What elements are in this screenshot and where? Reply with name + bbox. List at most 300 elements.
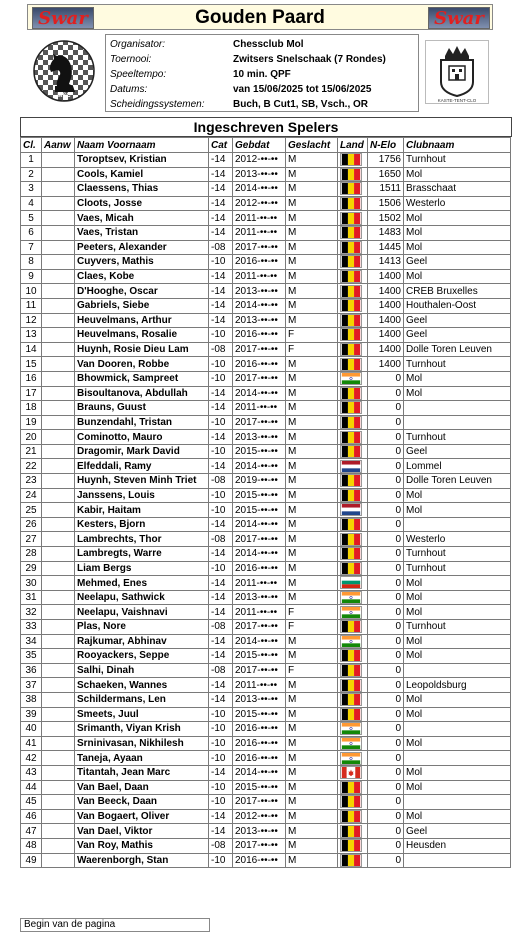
flag-bel-icon xyxy=(340,445,362,458)
flag-ind-icon xyxy=(340,752,362,765)
info-value: van 15/06/2025 tot 15/06/2025 xyxy=(233,84,372,95)
player-gender: M xyxy=(286,561,338,576)
player-birthdate: 2012-••-•• xyxy=(233,153,286,168)
player-gender: M xyxy=(286,809,338,824)
player-country xyxy=(338,225,368,240)
player-name: Kesters, Bjorn xyxy=(75,517,209,532)
player-present xyxy=(42,196,75,211)
player-club: Heusden xyxy=(404,838,511,853)
player-rank: 49 xyxy=(21,853,42,868)
player-country xyxy=(338,415,368,430)
table-row xyxy=(21,211,511,226)
player-category: -10 xyxy=(209,795,233,810)
player-birthdate: 2011-••-•• xyxy=(233,678,286,693)
player-category: -14 xyxy=(209,547,233,562)
flag-bel-icon xyxy=(340,328,362,341)
player-rank: 16 xyxy=(21,371,42,386)
player-club: Mol xyxy=(404,692,511,707)
player-name: Smeets, Juul xyxy=(75,707,209,722)
flag-bel-icon xyxy=(340,533,362,546)
player-elo: 0 xyxy=(368,430,404,445)
player-present xyxy=(42,809,75,824)
table-row xyxy=(21,838,511,853)
player-gender: M xyxy=(286,401,338,416)
table-row xyxy=(21,590,511,605)
flag-can-icon xyxy=(340,766,362,779)
player-club xyxy=(404,517,511,532)
player-elo: 0 xyxy=(368,853,404,868)
player-elo: 0 xyxy=(368,809,404,824)
player-club: Mol xyxy=(404,488,511,503)
player-country xyxy=(338,474,368,489)
table-row xyxy=(21,182,511,197)
flag-bel-icon xyxy=(340,241,362,254)
table-row xyxy=(21,284,511,299)
player-rank: 8 xyxy=(21,255,42,270)
player-present xyxy=(42,153,75,168)
player-birthdate: 2014-••-•• xyxy=(233,298,286,313)
player-birthdate: 2012-••-•• xyxy=(233,809,286,824)
player-gender: M xyxy=(286,824,338,839)
player-elo: 0 xyxy=(368,751,404,766)
player-present xyxy=(42,824,75,839)
player-club: Leopoldsburg xyxy=(404,678,511,693)
flag-ind-icon xyxy=(340,372,362,385)
flag-ind-icon xyxy=(340,591,362,604)
player-rank: 33 xyxy=(21,620,42,635)
player-rank: 7 xyxy=(21,240,42,255)
player-country xyxy=(338,853,368,868)
player-elo: 1400 xyxy=(368,342,404,357)
player-gender: M xyxy=(286,386,338,401)
player-present xyxy=(42,678,75,693)
player-rank: 19 xyxy=(21,415,42,430)
player-elo: 1400 xyxy=(368,313,404,328)
player-category: -14 xyxy=(209,517,233,532)
col-header-club: Clubnaam xyxy=(404,138,511,153)
player-elo: 0 xyxy=(368,371,404,386)
player-gender: M xyxy=(286,153,338,168)
table-row xyxy=(21,809,511,824)
player-country xyxy=(338,663,368,678)
player-club: Houthalen-Oost xyxy=(404,298,511,313)
col-header-aanw: Aanw xyxy=(42,138,75,153)
player-club: CREB Bruxelles xyxy=(404,284,511,299)
player-elo: 0 xyxy=(368,459,404,474)
table-row xyxy=(21,298,511,313)
player-club: Dolle Toren Leuven xyxy=(404,342,511,357)
player-category: -14 xyxy=(209,809,233,824)
player-club: Turnhout xyxy=(404,430,511,445)
player-present xyxy=(42,634,75,649)
player-elo: 1483 xyxy=(368,225,404,240)
player-birthdate: 2017-••-•• xyxy=(233,795,286,810)
col-header-gebdat: Gebdat xyxy=(233,138,286,153)
player-present xyxy=(42,386,75,401)
flag-bel-icon xyxy=(340,401,362,414)
info-label: Datums: xyxy=(110,84,148,95)
table-row xyxy=(21,342,511,357)
flag-ind-icon xyxy=(340,722,362,735)
club-logo-icon xyxy=(33,40,95,102)
table-row xyxy=(21,605,511,620)
player-gender: M xyxy=(286,736,338,751)
player-gender: M xyxy=(286,430,338,445)
info-label: Toernooi: xyxy=(110,54,152,65)
player-gender: M xyxy=(286,838,338,853)
player-present xyxy=(42,415,75,430)
player-country xyxy=(338,357,368,372)
player-category: -14 xyxy=(209,298,233,313)
player-present xyxy=(42,255,75,270)
player-category: -08 xyxy=(209,474,233,489)
player-present xyxy=(42,444,75,459)
player-rank: 9 xyxy=(21,269,42,284)
player-name: Vaes, Micah xyxy=(75,211,209,226)
player-club xyxy=(404,751,511,766)
table-row xyxy=(21,328,511,343)
player-category: -10 xyxy=(209,503,233,518)
player-elo: 0 xyxy=(368,838,404,853)
player-gender: F xyxy=(286,605,338,620)
player-present xyxy=(42,167,75,182)
player-elo: 0 xyxy=(368,824,404,839)
player-name: Srninivasan, Nikhilesh xyxy=(75,736,209,751)
player-name: Van Beeck, Daan xyxy=(75,795,209,810)
flag-ned-icon xyxy=(340,460,362,473)
player-country xyxy=(338,517,368,532)
player-gender: F xyxy=(286,620,338,635)
player-country xyxy=(338,342,368,357)
table-row xyxy=(21,722,511,737)
player-rank: 39 xyxy=(21,707,42,722)
table-row xyxy=(21,415,511,430)
table-row xyxy=(21,620,511,635)
player-country xyxy=(338,561,368,576)
player-rank: 1 xyxy=(21,153,42,168)
flag-bel-icon xyxy=(340,825,362,838)
player-gender: M xyxy=(286,167,338,182)
player-elo: 0 xyxy=(368,663,404,678)
player-birthdate: 2017-••-•• xyxy=(233,620,286,635)
flag-ind-icon xyxy=(340,606,362,619)
player-country xyxy=(338,795,368,810)
player-club xyxy=(404,722,511,737)
player-club: Mol xyxy=(404,269,511,284)
player-present xyxy=(42,838,75,853)
player-birthdate: 2017-••-•• xyxy=(233,532,286,547)
player-birthdate: 2013-••-•• xyxy=(233,313,286,328)
player-country xyxy=(338,240,368,255)
player-gender: M xyxy=(286,371,338,386)
player-category: -10 xyxy=(209,371,233,386)
player-elo: 0 xyxy=(368,415,404,430)
player-name: Vaes, Tristan xyxy=(75,225,209,240)
player-name: Peeters, Alexander xyxy=(75,240,209,255)
player-name: Elfeddali, Ramy xyxy=(75,459,209,474)
player-birthdate: 2016-••-•• xyxy=(233,561,286,576)
player-gender: M xyxy=(286,313,338,328)
player-club xyxy=(404,853,511,868)
player-name: Toroptsev, Kristian xyxy=(75,153,209,168)
player-gender: M xyxy=(286,444,338,459)
table-row xyxy=(21,692,511,707)
player-birthdate: 2014-••-•• xyxy=(233,459,286,474)
player-gender: M xyxy=(286,547,338,562)
player-present xyxy=(42,751,75,766)
table-row xyxy=(21,765,511,780)
player-gender: M xyxy=(286,284,338,299)
player-present xyxy=(42,284,75,299)
flag-bel-icon xyxy=(340,489,362,502)
table-row xyxy=(21,678,511,693)
player-club: Mol xyxy=(404,736,511,751)
crest-logo-text: KASTE-TENT-CLO xyxy=(437,98,477,103)
player-rank: 35 xyxy=(21,649,42,664)
player-elo: 1650 xyxy=(368,167,404,182)
flag-bel-icon xyxy=(340,168,362,181)
player-gender: M xyxy=(286,503,338,518)
player-gender: M xyxy=(286,182,338,197)
player-rank: 42 xyxy=(21,751,42,766)
player-category: -14 xyxy=(209,386,233,401)
player-present xyxy=(42,298,75,313)
player-category: -14 xyxy=(209,211,233,226)
info-value: Buch, B Cut1, SB, Vsch., OR xyxy=(233,99,369,110)
player-name: Janssens, Louis xyxy=(75,488,209,503)
player-birthdate: 2012-••-•• xyxy=(233,196,286,211)
player-birthdate: 2016-••-•• xyxy=(233,357,286,372)
player-elo: 1445 xyxy=(368,240,404,255)
player-present xyxy=(42,474,75,489)
player-name: Gabriels, Siebe xyxy=(75,298,209,313)
player-category: -14 xyxy=(209,167,233,182)
player-gender: M xyxy=(286,240,338,255)
player-birthdate: 2013-••-•• xyxy=(233,167,286,182)
player-country xyxy=(338,722,368,737)
player-rank: 32 xyxy=(21,605,42,620)
player-name: Taneja, Ayaan xyxy=(75,751,209,766)
player-category: -14 xyxy=(209,430,233,445)
player-birthdate: 2014-••-•• xyxy=(233,517,286,532)
player-birthdate: 2011-••-•• xyxy=(233,225,286,240)
player-present xyxy=(42,430,75,445)
table-row xyxy=(21,474,511,489)
player-birthdate: 2019-••-•• xyxy=(233,474,286,489)
player-country xyxy=(338,605,368,620)
player-rank: 20 xyxy=(21,430,42,445)
player-country xyxy=(338,371,368,386)
player-present xyxy=(42,459,75,474)
player-elo: 0 xyxy=(368,795,404,810)
player-country xyxy=(338,196,368,211)
col-header-land: Land xyxy=(338,138,368,153)
player-gender: M xyxy=(286,255,338,270)
player-rank: 3 xyxy=(21,182,42,197)
player-club: Mol xyxy=(404,371,511,386)
player-country xyxy=(338,634,368,649)
swar-logo-left: Swar xyxy=(32,7,94,29)
player-rank: 43 xyxy=(21,765,42,780)
table-row xyxy=(21,459,511,474)
flag-ind-icon xyxy=(340,635,362,648)
table-row xyxy=(21,153,511,168)
flag-bel-icon xyxy=(340,839,362,852)
player-category: -08 xyxy=(209,620,233,635)
player-country xyxy=(338,751,368,766)
flag-bel-icon xyxy=(340,518,362,531)
player-country xyxy=(338,255,368,270)
player-name: Bhowmick, Sampreet xyxy=(75,371,209,386)
player-birthdate: 2015-••-•• xyxy=(233,503,286,518)
player-club: Mol xyxy=(404,590,511,605)
player-name: Titantah, Jean Marc xyxy=(75,765,209,780)
player-rank: 6 xyxy=(21,225,42,240)
player-name: Cuyvers, Mathis xyxy=(75,255,209,270)
player-name: Van Dooren, Robbe xyxy=(75,357,209,372)
player-country xyxy=(338,824,368,839)
player-present xyxy=(42,211,75,226)
player-gender: M xyxy=(286,576,338,591)
table-row xyxy=(21,386,511,401)
player-club xyxy=(404,663,511,678)
player-gender: M xyxy=(286,474,338,489)
player-elo: 0 xyxy=(368,605,404,620)
player-category: -14 xyxy=(209,634,233,649)
tournament-header xyxy=(27,4,493,114)
player-category: -10 xyxy=(209,751,233,766)
player-country xyxy=(338,269,368,284)
player-country xyxy=(338,459,368,474)
table-row xyxy=(21,225,511,240)
player-elo: 0 xyxy=(368,736,404,751)
player-country xyxy=(338,780,368,795)
player-present xyxy=(42,576,75,591)
flag-bel-icon xyxy=(340,255,362,268)
flag-bel-icon xyxy=(340,431,362,444)
player-birthdate: 2017-••-•• xyxy=(233,415,286,430)
player-birthdate: 2013-••-•• xyxy=(233,284,286,299)
player-rank: 14 xyxy=(21,342,42,357)
table-row xyxy=(21,649,511,664)
flag-ned-icon xyxy=(340,503,362,516)
player-rank: 15 xyxy=(21,357,42,372)
table-row xyxy=(21,488,511,503)
player-birthdate: 2013-••-•• xyxy=(233,824,286,839)
flag-ind-icon xyxy=(340,737,362,750)
back-to-top-link[interactable]: Begin van de pagina xyxy=(20,918,210,932)
table-row xyxy=(21,576,511,591)
player-elo: 0 xyxy=(368,444,404,459)
player-gender: M xyxy=(286,722,338,737)
player-birthdate: 2017-••-•• xyxy=(233,342,286,357)
flag-bul-icon xyxy=(340,576,362,589)
flag-bel-icon xyxy=(340,358,362,371)
player-present xyxy=(42,532,75,547)
player-category: -14 xyxy=(209,313,233,328)
player-name: Van Bogaert, Oliver xyxy=(75,809,209,824)
player-present xyxy=(42,342,75,357)
flag-bel-icon xyxy=(340,153,362,166)
table-row xyxy=(21,824,511,839)
player-name: Bisoultanova, Abdullah xyxy=(75,386,209,401)
player-birthdate: 2013-••-•• xyxy=(233,692,286,707)
player-category: -08 xyxy=(209,342,233,357)
player-elo: 0 xyxy=(368,722,404,737)
table-row xyxy=(21,561,511,576)
player-gender: F xyxy=(286,328,338,343)
player-category: -14 xyxy=(209,765,233,780)
player-present xyxy=(42,182,75,197)
player-gender: M xyxy=(286,211,338,226)
player-present xyxy=(42,401,75,416)
flag-bel-icon xyxy=(340,693,362,706)
player-country xyxy=(338,590,368,605)
player-name: Plas, Nore xyxy=(75,620,209,635)
player-present xyxy=(42,780,75,795)
player-gender: M xyxy=(286,634,338,649)
player-club xyxy=(404,415,511,430)
player-rank: 31 xyxy=(21,590,42,605)
player-name: Liam Bergs xyxy=(75,561,209,576)
player-rank: 10 xyxy=(21,284,42,299)
flag-bel-icon xyxy=(340,299,362,312)
player-club: Turnhout xyxy=(404,620,511,635)
table-row xyxy=(21,532,511,547)
player-category: -14 xyxy=(209,269,233,284)
player-rank: 41 xyxy=(21,736,42,751)
player-rank: 45 xyxy=(21,795,42,810)
player-country xyxy=(338,547,368,562)
player-category: -14 xyxy=(209,225,233,240)
player-gender: M xyxy=(286,532,338,547)
flag-bel-icon xyxy=(340,795,362,808)
player-category: -08 xyxy=(209,532,233,547)
player-country xyxy=(338,692,368,707)
table-row xyxy=(21,167,511,182)
player-elo: 0 xyxy=(368,780,404,795)
player-country xyxy=(338,649,368,664)
col-header-elo: N-Elo xyxy=(368,138,404,153)
player-present xyxy=(42,795,75,810)
player-gender: M xyxy=(286,298,338,313)
player-birthdate: 2015-••-•• xyxy=(233,444,286,459)
player-club: Mol xyxy=(404,707,511,722)
player-elo: 0 xyxy=(368,386,404,401)
player-elo: 1506 xyxy=(368,196,404,211)
player-gender: M xyxy=(286,649,338,664)
player-rank: 26 xyxy=(21,517,42,532)
table-row xyxy=(21,707,511,722)
player-club xyxy=(404,401,511,416)
player-gender: M xyxy=(286,459,338,474)
player-present xyxy=(42,357,75,372)
table-row xyxy=(21,255,511,270)
player-rank: 44 xyxy=(21,780,42,795)
player-country xyxy=(338,765,368,780)
player-name: Brauns, Guust xyxy=(75,401,209,416)
player-club: Mol xyxy=(404,211,511,226)
player-country xyxy=(338,532,368,547)
player-name: Neelapu, Sathwick xyxy=(75,590,209,605)
player-category: -14 xyxy=(209,182,233,197)
player-category: -08 xyxy=(209,663,233,678)
player-name: Van Bael, Daan xyxy=(75,780,209,795)
player-name: Waerenborgh, Stan xyxy=(75,853,209,868)
player-elo: 0 xyxy=(368,503,404,518)
players-table xyxy=(20,137,511,868)
table-row xyxy=(21,371,511,386)
